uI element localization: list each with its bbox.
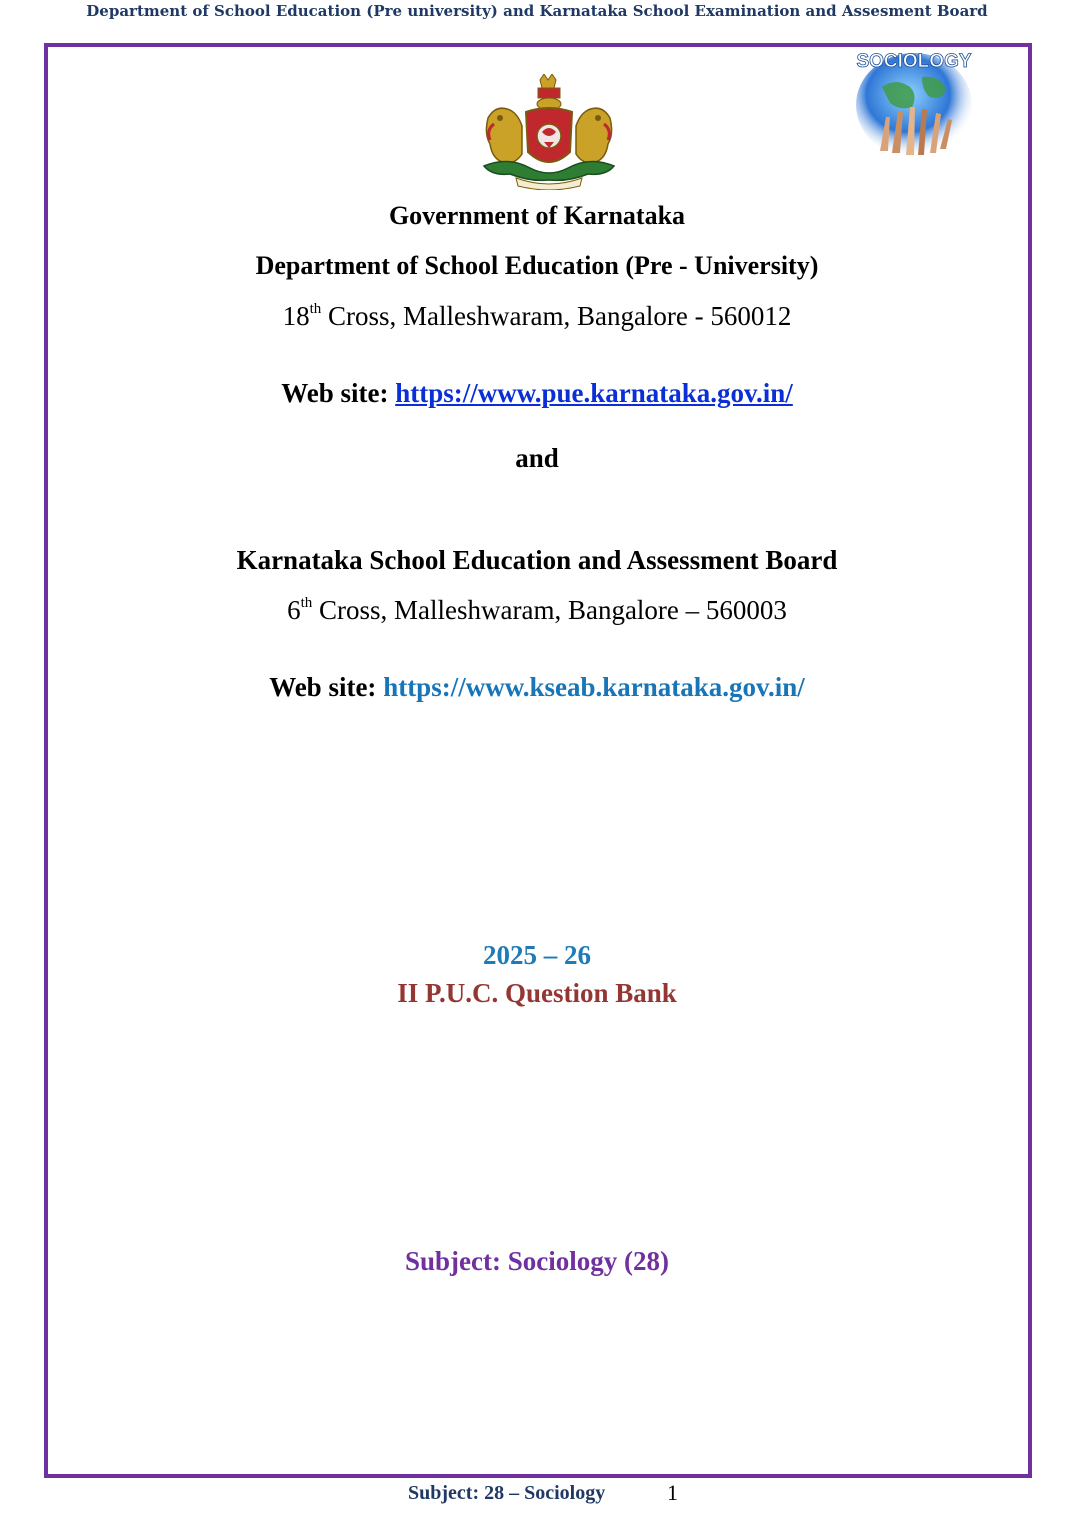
sociology-badge-text: SOCIOLOGY	[856, 51, 972, 72]
board-title: Karnataka School Education and Assessment Board	[236, 545, 838, 575]
department-address-rest: Cross, Malleshwaram, Bangalore - 560012	[321, 301, 792, 331]
sociology-globe-icon	[852, 47, 976, 159]
board-website-label: Web site:	[269, 672, 384, 702]
department-website-link[interactable]: https://www.pue.karnataka.gov.in/	[395, 378, 793, 408]
department-address-suffix: th	[309, 301, 322, 317]
department-website-label: Web site:	[281, 378, 396, 408]
page-footer	[0, 1480, 1074, 1510]
board-website-link[interactable]: https://www.kseab.karnataka.gov.in/	[383, 672, 805, 702]
board-address	[0, 595, 1074, 626]
department-website	[0, 378, 1074, 409]
government-title: Government of Karnataka	[388, 201, 686, 230]
page-number: 1	[667, 1480, 678, 1505]
department-address-number: 18	[282, 301, 310, 331]
subject-line: Subject: Sociology (28)	[405, 1246, 669, 1276]
conjunction-text: and	[515, 443, 559, 473]
karnataka-emblem-icon	[478, 74, 620, 190]
department-title: Department of School Education (Pre - University)	[255, 251, 819, 280]
footer-subject: Subject: 28 – Sociology	[408, 1482, 606, 1504]
document-title: II P.U.C. Question Bank	[397, 978, 677, 1008]
department-address	[0, 301, 1074, 332]
board-address-number: 6	[287, 595, 301, 625]
running-header: Department of School Education (Pre university) and Karnataka School Examination and Assesment Board	[86, 2, 988, 20]
board-website	[0, 672, 1074, 703]
academic-year: 2025 – 26	[483, 940, 591, 970]
board-address-suffix: th	[300, 595, 313, 611]
board-address-rest: Cross, Malleshwaram, Bangalore – 560003	[312, 595, 787, 625]
